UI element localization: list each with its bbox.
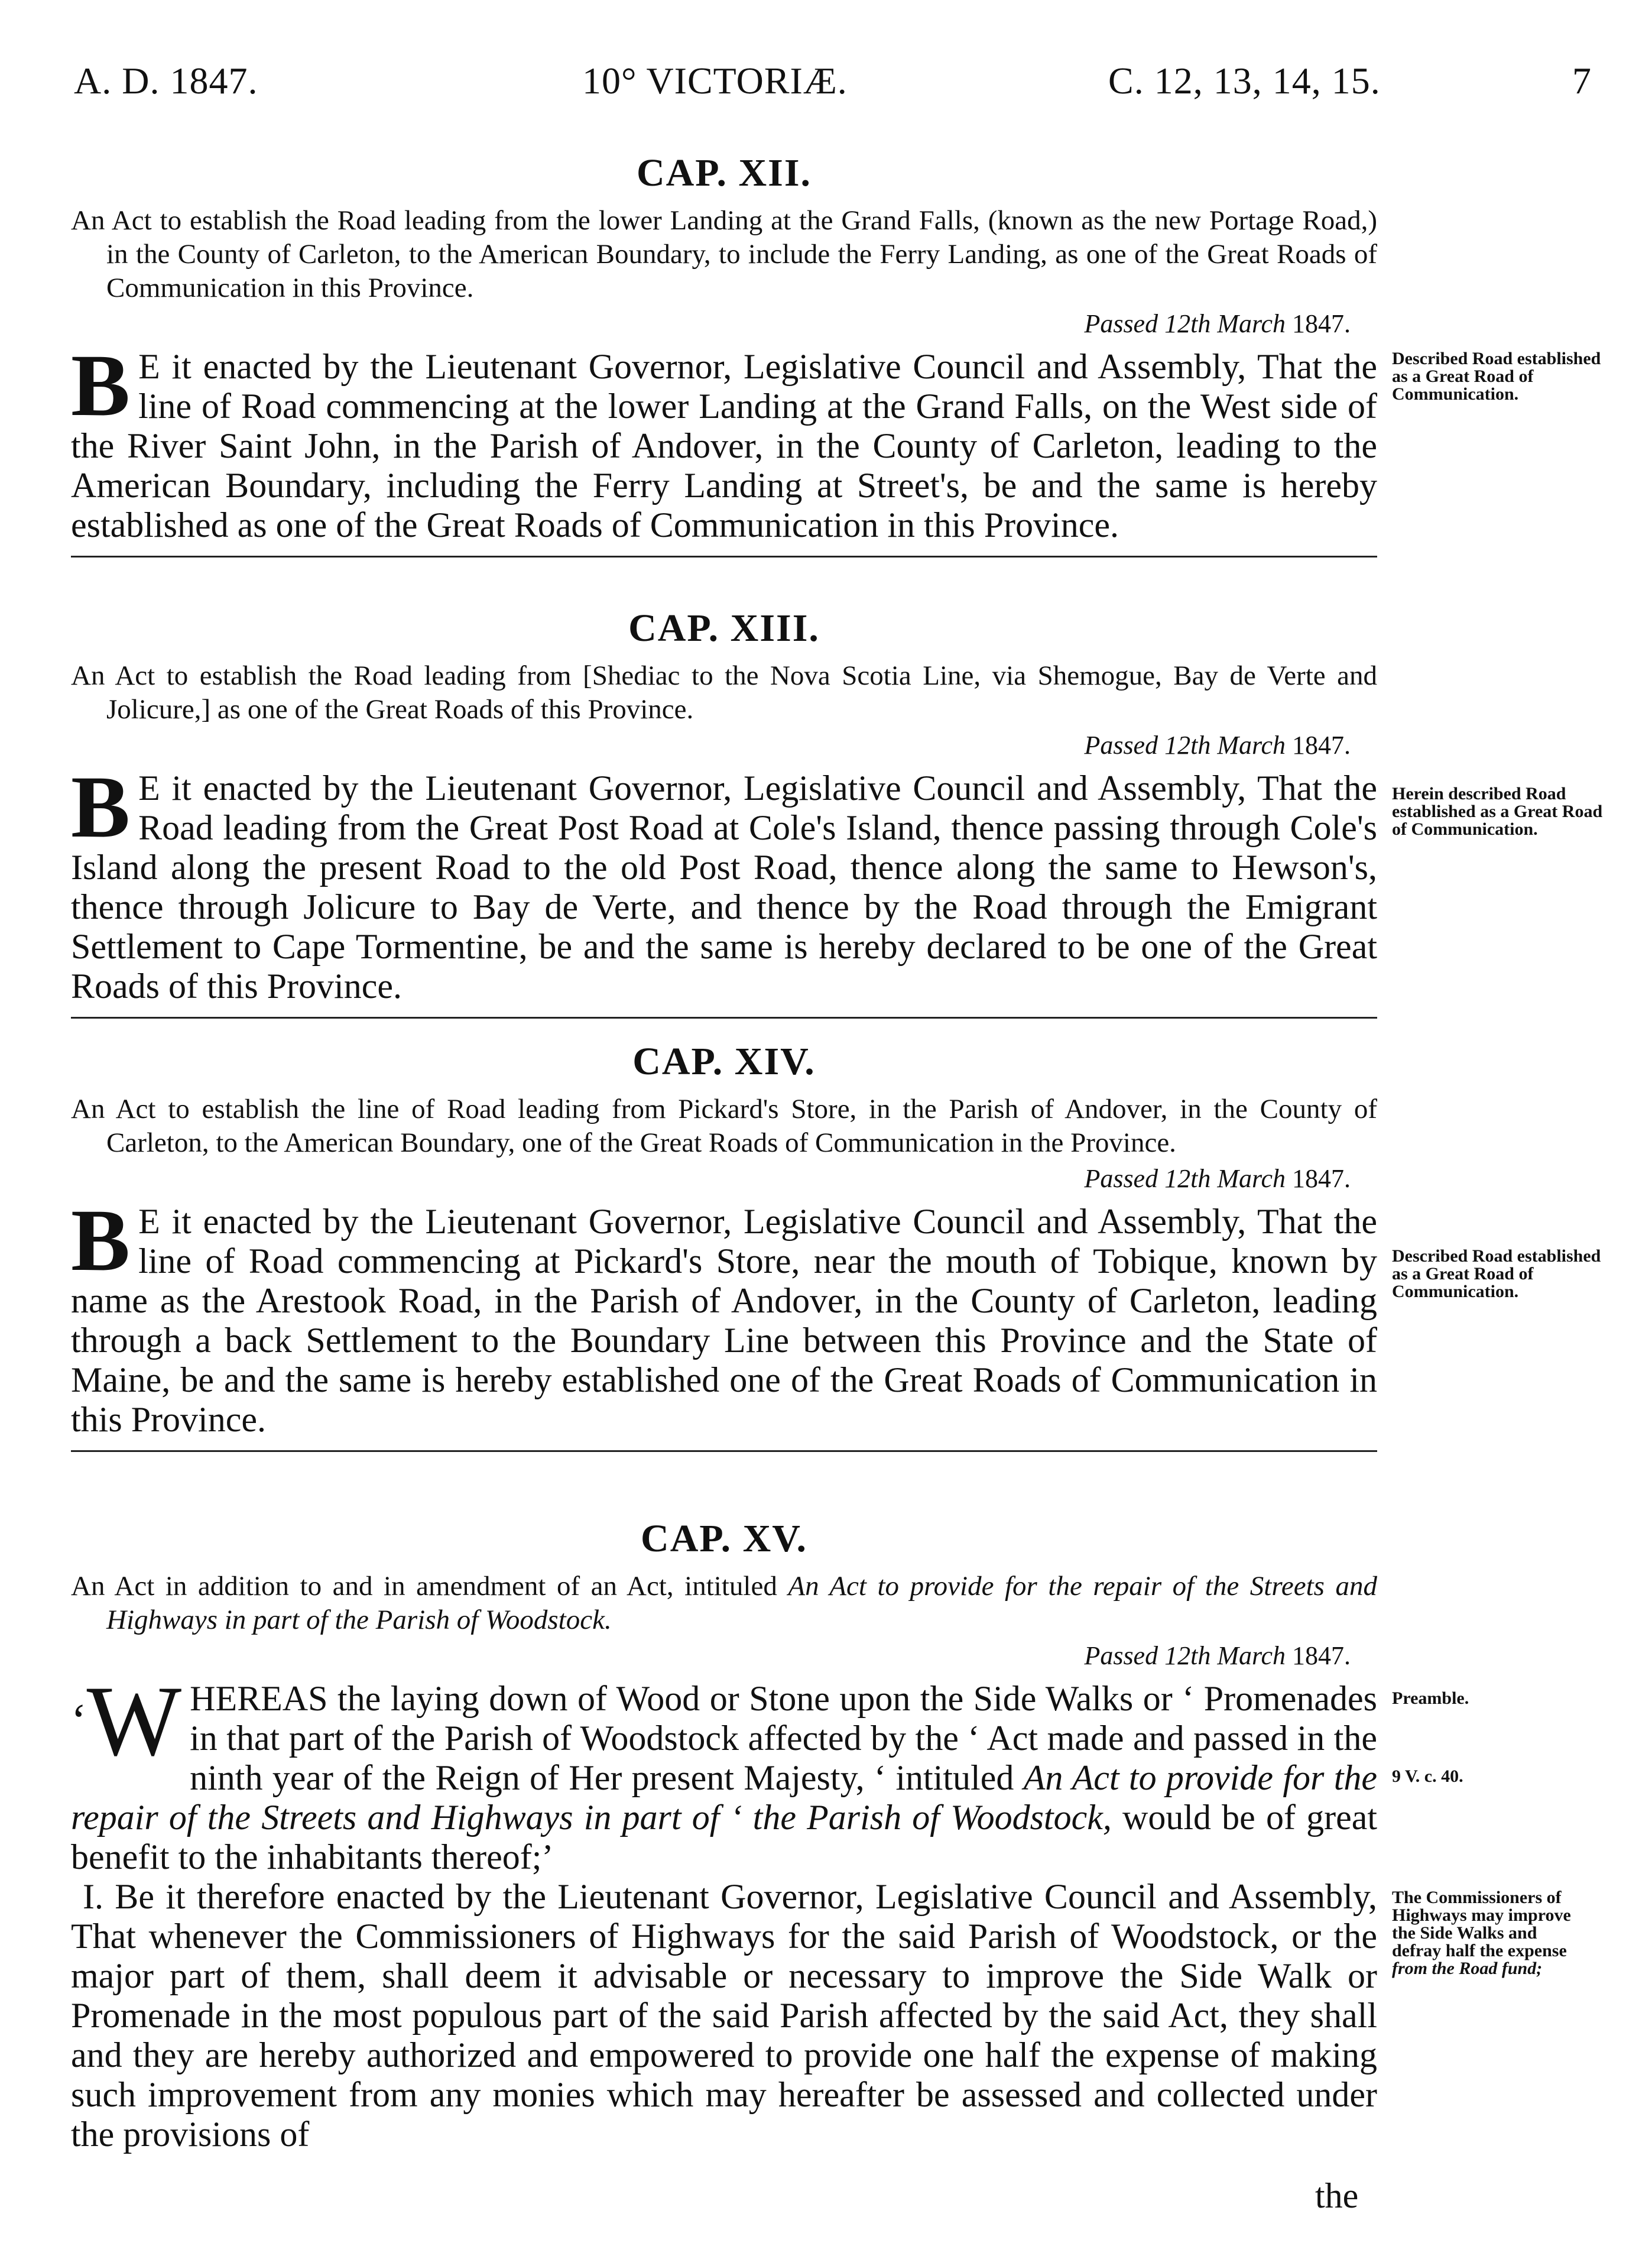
cap-heading: CAP. XII. [636, 151, 812, 195]
enacting-clause: B E it enacted by the Lieutenant Governor, Legislative Council and Assembly, That the line of Road commencing at Pickard's Store, near the mouth of Tobique, known by name as the Arestook Road, in the Parish of Andover, in the County of Carleton, leading through a back Settlement to the Boundary Line between this Province and the State of Maine, be and the same is hereby established one of the Great Roads of Communication in this Province. [71, 1191, 1377, 1439]
cap-12-section [71, 151, 1377, 557]
section-divider [71, 1450, 1377, 1452]
cap-14-section [71, 1039, 1377, 1452]
page-number: 7 [1572, 60, 1592, 102]
running-head-regnal-year: 10° VICTORIÆ. [582, 60, 848, 102]
drop-cap: B [71, 758, 131, 856]
drop-cap: B [71, 336, 131, 435]
catchword: the [1315, 2176, 1359, 2215]
drop-cap: ‘W [71, 1665, 182, 1777]
marginal-note-preamble: Preamble. [1392, 1688, 1469, 1708]
cap-15-section [71, 1516, 1377, 2154]
section-divider [71, 556, 1377, 557]
act-title: An Act to establish the Road leading from [Shediac to the Nova Scotia Line, via Shemogue, Bay de Verte and Jolicure,] as one of the Great Roads of this Province. [71, 660, 1377, 725]
cap-13-section [71, 606, 1377, 1019]
act-title: An Act in addition to and in amendment of an Act, intituled An Act to provide for the repair of the Streets and Highways in part of the Parish of Woodstock. [71, 1571, 1377, 1635]
running-head-date: A. D. 1847. [74, 60, 258, 102]
marginal-note: Herein described Road established as a Great Road of Communication. [1392, 784, 1603, 839]
enacting-clause: B E it enacted by the Lieutenant Governor, Legislative Council and Assembly, That the Road leading from the Great Post Road at Cole's Island, thence passing through Cole's Island along the present Road to the old Post Road, thence along the same to Hewson's, thence through Jolicure to Bay de Verte, and thence by the Road through the Emigrant Settlement to Cape Tormentine, be and the same is hereby declared to be one of the Great Roads of this Province. [71, 758, 1377, 1006]
marginal-note-citation: 9 V. c. 40. [1392, 1766, 1463, 1786]
act-title: An Act to establish the line of Road leading from Pickard's Store, in the Parish of Andover, in the County of Carleton, to the American Boundary, one of the Great Roads of Communication in the Province. [71, 1094, 1377, 1158]
cap-heading: CAP. XIII. [628, 607, 820, 650]
act-title: An Act to establish the Road leading from the lower Landing at the Grand Falls, (known as the new Portage Road,) in the County of Carleton, to the American Boundary, to include the Ferry Landing, as one of the Great Roads of Communication in this Province. [71, 205, 1377, 303]
section-divider [71, 1017, 1377, 1019]
passed-date: Passed 12th March 1847. [1084, 1641, 1351, 1670]
preamble-paragraph: ‘W HEREAS the laying down of Wood or Stone upon the Side Walks or ‘ Promenades in that part of the Parish of Woodstock affected by the ‘ Act made and passed in the ninth year of the Reign of Her present Majesty, ‘ intituled An Act to provide for the repair of the Streets and Highways in part of ‘ the Parish of Woodstock, would be of great benefit to the inhabitants thereof;’ [71, 1665, 1378, 1876]
section-one-paragraph: I. Be it therefore enacted by the Lieutenant Governor, Legislative Council and Assembly, That whenever the Commissioners of Highways for the said Parish of Woodstock, or the major part of them, shall deem it advisable or necessary to improve the Side Walk or Promenade in the most populous part of the said Parish affected by the said Act, they shall and they are hereby authorized and empowered to provide one half the expense of making such improvement from any monies which may hereafter be assessed and collected under the provisions of [71, 1877, 1377, 2154]
cap-heading: CAP. XIV. [632, 1040, 816, 1083]
passed-date: Passed 12th March 1847. [1084, 309, 1351, 338]
marginal-note: Described Road established as a Great Road of Communication. [1392, 1246, 1601, 1301]
passed-date: Passed 12th March 1847. [1084, 731, 1351, 760]
enacting-clause: B E it enacted by the Lieutenant Governor, Legislative Council and Assembly, That the line of Road commencing at the lower Landing at the Grand Falls, on the West side of the River Saint John, in the Parish of Andover, in the County of Carleton, leading to the American Boundary, including the Ferry Landing at Street's, be and the same is hereby established as one of the Great Roads of Communication in this Province. [71, 336, 1377, 544]
cap-heading: CAP. XV. [641, 1517, 807, 1560]
marginal-note: Described Road established as a Great Road of Communication. [1392, 349, 1601, 404]
drop-cap: B [71, 1191, 131, 1289]
passed-date: Passed 12th March 1847. [1084, 1164, 1351, 1193]
running-head-chapters: C. 12, 13, 14, 15. [1108, 60, 1381, 102]
marginal-note-section: The Commissioners of Highways may improve the Side Walks and defray half the expense from the Road fund; [1392, 1888, 1571, 1978]
